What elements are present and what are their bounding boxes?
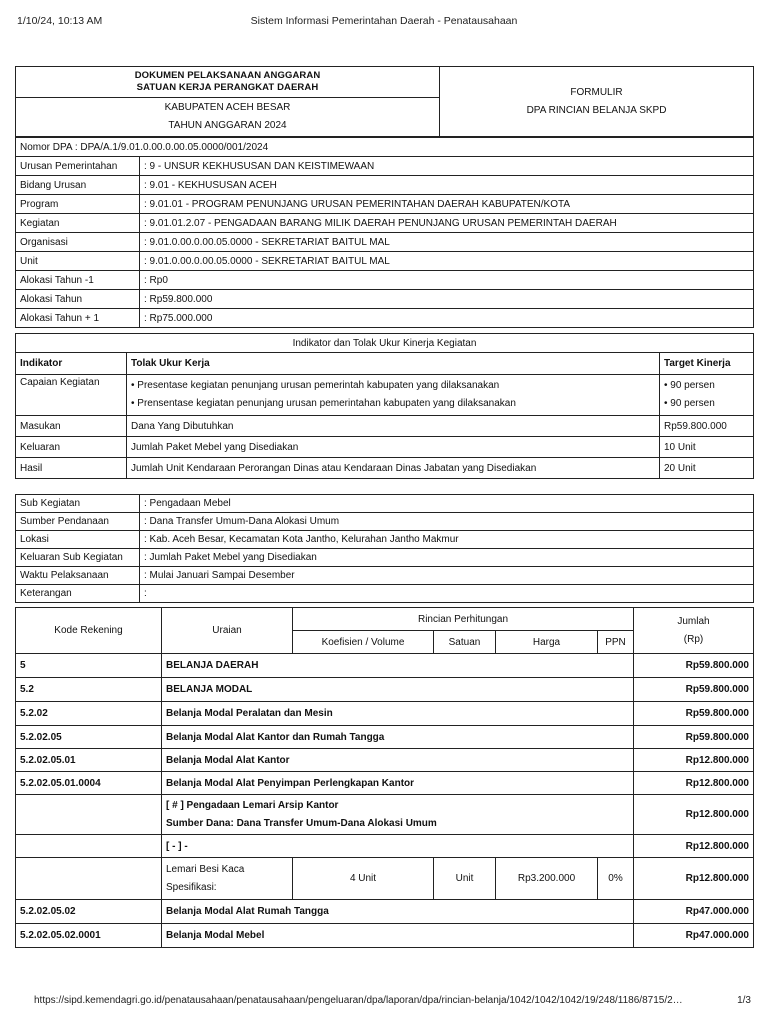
info-value: : 9.01.0.00.0.00.05.0000 - SEKRETARIAT BAITUL MAL xyxy=(140,233,754,252)
dash-jumlah: Rp12.800.000 xyxy=(634,835,754,858)
tahun-anggaran: TAHUN ANGGARAN 2024 xyxy=(168,120,287,131)
rekening-row xyxy=(16,726,754,749)
indikator-title: Indikator dan Tolak Ukur Kinerja Kegiatan xyxy=(16,334,754,353)
sub-value: : xyxy=(140,585,754,603)
rekening-jumlah: Rp59.800.000 xyxy=(634,726,754,749)
col-ppn: PPN xyxy=(598,631,634,654)
document-header xyxy=(15,66,754,137)
indikator-target: Rp59.800.000 xyxy=(660,416,754,437)
sub-label: Keluaran Sub Kegiatan xyxy=(16,549,140,567)
sub-value: : Pengadaan Mebel xyxy=(140,495,754,513)
capaian-label: Capaian Kegiatan xyxy=(16,375,127,416)
document-title-line-2: SATUAN KERJA PERANGKAT DAERAH xyxy=(136,82,319,93)
rekening-row xyxy=(16,772,754,795)
sub-row xyxy=(16,585,754,603)
sub-value: : Jumlah Paket Mebel yang Disediakan xyxy=(140,549,754,567)
rekening-kode: 5.2.02 xyxy=(16,702,162,726)
rekening-row xyxy=(16,749,754,772)
info-value: : 9 - UNSUR KEKHUSUSAN DAN KEISTIMEWAAN xyxy=(140,157,754,176)
sub-label: Keterangan xyxy=(16,585,140,603)
rekening-item-row xyxy=(16,858,754,900)
rekening-dash-row xyxy=(16,835,754,858)
rekening-uraian: Belanja Modal Alat Rumah Tangga xyxy=(162,900,634,924)
indikator-target: 20 Unit xyxy=(660,458,754,479)
formulir-cell xyxy=(440,67,754,137)
rekening-kode: 5.2.02.05.02.0001 xyxy=(16,924,162,948)
dash-label: [ - ] - xyxy=(162,835,634,858)
rekening-table xyxy=(15,607,754,948)
sub-kegiatan-table xyxy=(15,494,754,603)
sub-label: Waktu Pelaksanaan xyxy=(16,567,140,585)
col-jumlah xyxy=(634,608,754,654)
rekening-kode: 5.2.02.05.02 xyxy=(16,900,162,924)
indikator-value: Dana Yang Dibutuhkan xyxy=(127,416,660,437)
indikator-value: Jumlah Unit Kendaraan Perorangan Dinas atau Kendaraan Dinas Jabatan yang Disediakan xyxy=(127,458,660,479)
indikator-label: Masukan xyxy=(16,416,127,437)
capaian-item-1: • Presentase kegiatan penunjang urusan pemerintah kabupaten yang dilaksanakan xyxy=(131,380,500,391)
rekening-kode: 5.2.02.05 xyxy=(16,726,162,749)
sub-value: : Dana Transfer Umum-Dana Alokasi Umum xyxy=(140,513,754,531)
item-satuan: Unit xyxy=(434,858,496,900)
sub-row xyxy=(16,531,754,549)
rekening-row xyxy=(16,900,754,924)
info-row xyxy=(16,309,754,328)
col-jumlah-line-1: Jumlah xyxy=(677,615,710,627)
item-name: Lemari Besi Kaca xyxy=(166,863,245,875)
indikator-label: Hasil xyxy=(16,458,127,479)
rekening-group-row xyxy=(16,795,754,835)
sub-label: Sub Kegiatan xyxy=(16,495,140,513)
capaian-row xyxy=(16,375,754,416)
rekening-kode: 5.2.02.05.01 xyxy=(16,749,162,772)
rekening-jumlah: Rp59.800.000 xyxy=(634,702,754,726)
print-footer xyxy=(17,995,751,1009)
rekening-jumlah: Rp47.000.000 xyxy=(634,924,754,948)
rekening-row xyxy=(16,702,754,726)
rekening-uraian: Belanja Modal Peralatan dan Mesin xyxy=(162,702,634,726)
sub-row xyxy=(16,567,754,585)
rekening-jumlah: Rp59.800.000 xyxy=(634,654,754,678)
info-label: Bidang Urusan xyxy=(16,176,140,195)
rekening-kode: 5.2.02.05.01.0004 xyxy=(16,772,162,795)
info-row xyxy=(16,157,754,176)
indikator-target: 10 Unit xyxy=(660,437,754,458)
rekening-kode: 5.2 xyxy=(16,678,162,702)
info-row xyxy=(16,233,754,252)
print-datetime: 1/10/24, 10:13 AM xyxy=(17,15,103,27)
sub-row xyxy=(16,495,754,513)
formulir-label: FORMULIR xyxy=(570,86,623,98)
info-label: Alokasi Tahun + 1 xyxy=(16,309,140,328)
kabupaten-cell xyxy=(16,98,440,137)
rekening-row xyxy=(16,678,754,702)
info-row xyxy=(16,176,754,195)
info-table xyxy=(15,137,754,328)
info-label: Kegiatan xyxy=(16,214,140,233)
col-uraian: Uraian xyxy=(162,608,293,654)
indikator-value: Jumlah Paket Mebel yang Disediakan xyxy=(127,437,660,458)
indikator-label: Keluaran xyxy=(16,437,127,458)
col-indikator: Indikator xyxy=(16,353,127,375)
rekening-jumlah: Rp47.000.000 xyxy=(634,900,754,924)
col-target-kinerja: Target Kinerja xyxy=(660,353,754,375)
rekening-uraian: Belanja Modal Alat Kantor xyxy=(162,749,634,772)
col-kode-rekening: Kode Rekening xyxy=(16,608,162,654)
rekening-uraian: Belanja Modal Alat Penyimpan Perlengkapan Kantor xyxy=(162,772,634,795)
sub-label: Lokasi xyxy=(16,531,140,549)
rekening-jumlah: Rp12.800.000 xyxy=(634,772,754,795)
print-page-title: Sistem Informasi Pemerintahan Daerah - Penatausahaan xyxy=(250,15,518,27)
item-harga: Rp3.200.000 xyxy=(496,858,598,900)
rekening-kode: 5 xyxy=(16,654,162,678)
info-value: : 9.01.01 - PROGRAM PENUNJANG URUSAN PEMERINTAHAN DAERAH KABUPATEN/KOTA xyxy=(140,195,754,214)
info-label: Organisasi xyxy=(16,233,140,252)
col-jumlah-line-2: (Rp) xyxy=(683,633,704,645)
col-koefisien: Koefisien / Volume xyxy=(293,631,434,654)
info-value: : 9.01 - KEKHUSUSAN ACEH xyxy=(140,176,754,195)
rekening-row xyxy=(16,654,754,678)
indikator-row xyxy=(16,437,754,458)
nomor-dpa: Nomor DPA : DPA/A.1/9.01.0.00.0.00.05.0000/001/2024 xyxy=(16,138,754,157)
rekening-uraian: BELANJA MODAL xyxy=(162,678,634,702)
rekening-row xyxy=(16,924,754,948)
indikator-row xyxy=(16,458,754,479)
sub-row xyxy=(16,549,754,567)
item-koefisien: 4 Unit xyxy=(293,858,434,900)
info-label: Alokasi Tahun -1 xyxy=(16,271,140,290)
info-value: : 9.01.0.00.0.00.05.0000 - SEKRETARIAT BAITUL MAL xyxy=(140,252,754,271)
info-row xyxy=(16,271,754,290)
info-value: : Rp75.000.000 xyxy=(140,309,754,328)
document-title xyxy=(16,67,440,98)
print-header xyxy=(17,15,751,29)
sub-value: : Mulai Januari Sampai Desember xyxy=(140,567,754,585)
indikator-table xyxy=(15,333,754,479)
item-ppn: 0% xyxy=(598,858,634,900)
rekening-uraian: Belanja Modal Alat Kantor dan Rumah Tangga xyxy=(162,726,634,749)
sub-label: Sumber Pendanaan xyxy=(16,513,140,531)
col-satuan: Satuan xyxy=(434,631,496,654)
page-number: 1/3 xyxy=(737,995,751,1006)
info-label: Unit xyxy=(16,252,140,271)
info-row xyxy=(16,290,754,309)
rekening-uraian: BELANJA DAERAH xyxy=(162,654,634,678)
rekening-jumlah: Rp12.800.000 xyxy=(634,749,754,772)
info-value: : Rp59.800.000 xyxy=(140,290,754,309)
document-title-line-1: DOKUMEN PELAKSANAAN ANGGARAN xyxy=(134,70,321,81)
capaian-target-1: • 90 persen xyxy=(664,380,715,391)
info-label: Program xyxy=(16,195,140,214)
info-row xyxy=(16,252,754,271)
sub-value: : Kab. Aceh Besar, Kecamatan Kota Jantho, Kelurahan Jantho Makmur xyxy=(140,531,754,549)
col-tolak-ukur: Tolak Ukur Kerja xyxy=(127,353,660,375)
capaian-item-2: • Prensentase kegiatan penunjang urusan pemerintahan kabupaten yang dilaksanakan xyxy=(131,398,516,409)
group-sumber-dana: Sumber Dana: Dana Transfer Umum-Dana Alokasi Umum xyxy=(166,817,437,829)
item-spesifikasi: Spesifikasi: xyxy=(166,881,217,893)
sub-row xyxy=(16,513,754,531)
info-row xyxy=(16,214,754,233)
info-value: : 9.01.01.2.07 - PENGADAAN BARANG MILIK DAERAH PENUNJANG URUSAN PEMERINTAH DAERAH xyxy=(140,214,754,233)
info-label: Alokasi Tahun xyxy=(16,290,140,309)
group-title: [ # ] Pengadaan Lemari Arsip Kantor xyxy=(166,799,339,811)
group-jumlah: Rp12.800.000 xyxy=(634,795,754,835)
indikator-row xyxy=(16,416,754,437)
rekening-jumlah: Rp59.800.000 xyxy=(634,678,754,702)
page-url-link[interactable]: https://sipd.kemendagri.go.id/penatausahaan/penatausahaan/pengeluaran/dpa/laporan/dpa/rincian-belanja/1042/1042/1042/19/248/1186/8715/2… xyxy=(34,995,683,1006)
item-jumlah: Rp12.800.000 xyxy=(634,858,754,900)
col-rincian-perhitungan: Rincian Perhitungan xyxy=(293,608,634,631)
col-harga: Harga xyxy=(496,631,598,654)
info-value: : Rp0 xyxy=(140,271,754,290)
kabupaten: KABUPATEN ACEH BESAR xyxy=(164,102,291,113)
formulir-name: DPA RINCIAN BELANJA SKPD xyxy=(526,104,667,116)
info-label: Urusan Pemerintahan xyxy=(16,157,140,176)
rekening-uraian: Belanja Modal Mebel xyxy=(162,924,634,948)
capaian-target-2: • 90 persen xyxy=(664,398,715,409)
info-row xyxy=(16,195,754,214)
